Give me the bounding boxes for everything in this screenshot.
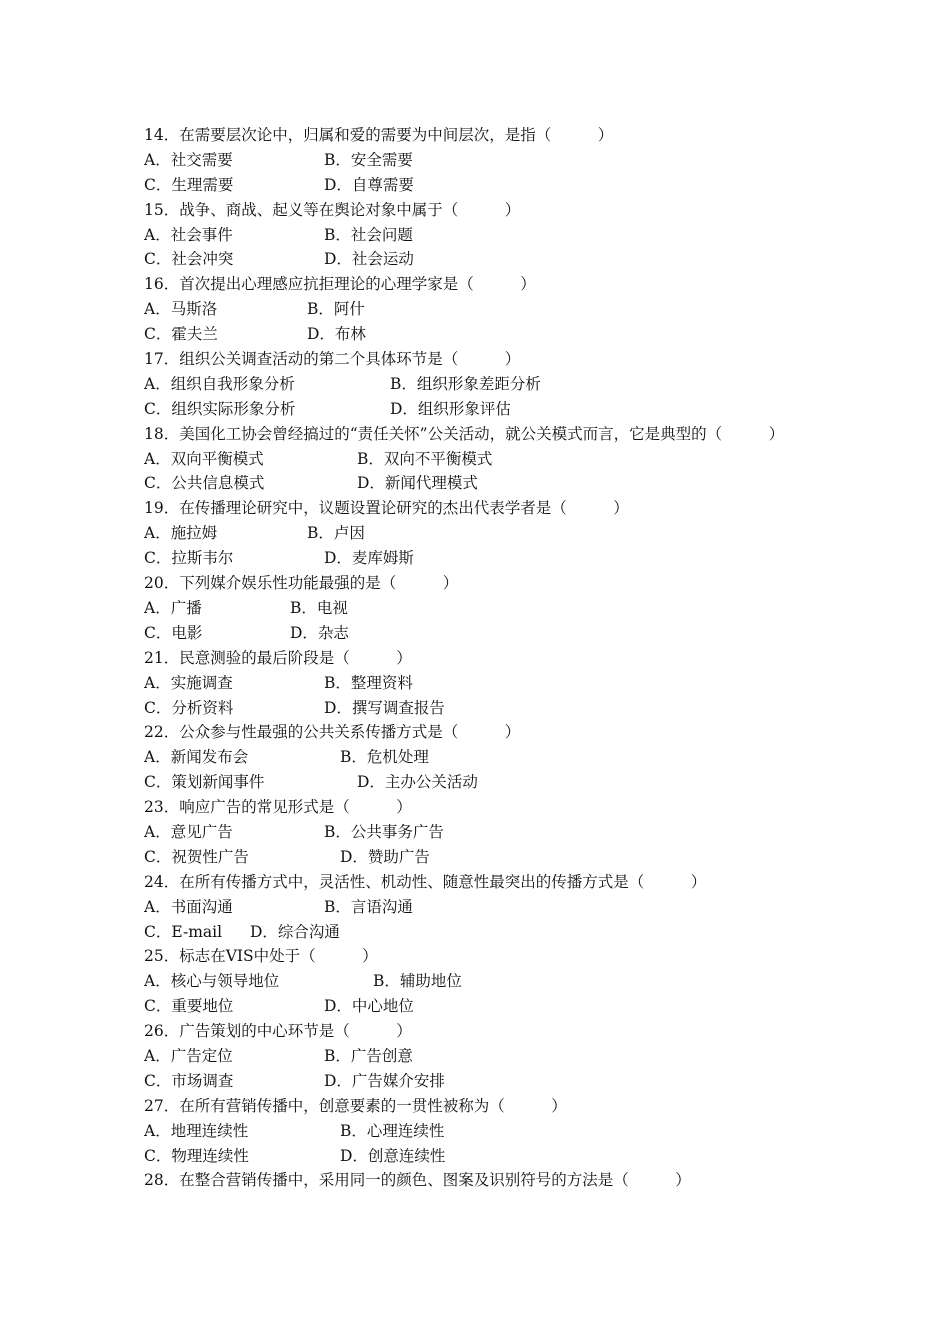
option-d: D．主办公关活动 (357, 773, 478, 792)
option-row (144, 397, 814, 422)
question-stem: 21．民意测验的最后阶段是（ ） (144, 648, 412, 667)
option-d: D．组织形象评估 (390, 399, 511, 418)
option-c: C．策划新闻事件 (144, 773, 265, 792)
exam-page (144, 123, 814, 1193)
option-c: C．拉斯韦尔 (144, 549, 234, 568)
option-c: C．分析资料 (144, 698, 234, 717)
option-a: A．社会事件 (144, 225, 233, 244)
option-row (144, 671, 814, 696)
option-row (144, 895, 814, 920)
option-b: B．卢因 (307, 524, 365, 543)
option-row (144, 447, 814, 472)
option-a: A．意见广告 (144, 822, 233, 841)
option-d: D．广告媒介安排 (324, 1071, 445, 1090)
question-stem: 20．下列媒介娱乐性功能最强的是（ ） (144, 574, 459, 593)
question-stem: 24．在所有传播方式中，灵活性、机动性、随意性最突出的传播方式是（ ） (144, 872, 707, 891)
option-row (144, 845, 814, 870)
option-row (144, 1144, 814, 1169)
option-d: D．麦库姆斯 (324, 549, 414, 568)
option-row (144, 546, 814, 571)
option-row (144, 1044, 814, 1069)
option-b: B．电视 (290, 598, 348, 617)
option-c: C．电影 (144, 623, 203, 642)
option-b: B．整理资料 (324, 673, 413, 692)
option-c: C．物理连续性 (144, 1146, 249, 1165)
option-c: C．生理需要 (144, 175, 234, 194)
option-row (144, 745, 814, 770)
option-d: D．撰写调查报告 (324, 698, 445, 717)
option-d: D．中心地位 (324, 997, 414, 1016)
option-row (144, 322, 814, 347)
option-d: D．自尊需要 (324, 175, 414, 194)
option-row (144, 820, 814, 845)
option-row (144, 920, 814, 945)
option-d: D．新闻代理模式 (357, 474, 478, 493)
option-row (144, 372, 814, 397)
option-c: C．社会冲突 (144, 250, 234, 269)
question-stem: 14．在需要层次论中，归属和爱的需要为中间层次，是指（ ） (144, 126, 614, 144)
question-stem: 26．广告策划的中心环节是（ ） (144, 1022, 412, 1041)
option-row (144, 297, 814, 322)
option-row (144, 1069, 814, 1094)
question-stem: 17．组织公关调查活动的第二个具体环节是（ ） (144, 350, 521, 369)
option-d: D．杂志 (290, 623, 349, 642)
option-row (144, 696, 814, 721)
option-b: B．双向不平衡模式 (357, 449, 493, 468)
question-stem: 27．在所有营销传播中，创意要素的一贯性被称为（ ） (144, 1096, 567, 1115)
option-c: C．组织实际形象分析 (144, 399, 296, 418)
question-stem: 19．在传播理论研究中，议题设置论研究的杰出代表学者是（ ） (144, 499, 629, 518)
option-row (144, 223, 814, 248)
option-c: C．祝贺性广告 (144, 847, 249, 866)
option-a: A．施拉姆 (144, 524, 218, 543)
option-row (144, 596, 814, 621)
option-b: B．阿什 (307, 300, 365, 319)
question-stem: 28．在整合营销传播中，采用同一的颜色、图案及识别符号的方法是（ ） (144, 1171, 691, 1190)
option-a: A．组织自我形象分析 (144, 374, 295, 393)
question-stem: 23．响应广告的常见形式是（ ） (144, 798, 412, 817)
question-stem: 18．美国化工协会曾经搞过的“责任关怀”公关活动，就公关模式而言，它是典型的（ ） (144, 424, 785, 443)
option-d: D．布林 (307, 325, 366, 344)
option-row (144, 521, 814, 546)
option-row (144, 247, 814, 272)
option-a: A．广播 (144, 598, 202, 617)
option-c: C．霍夫兰 (144, 325, 218, 344)
question-stem: 15．战争、商战、起义等在舆论对象中属于（ ） (144, 200, 521, 219)
option-row (144, 770, 814, 795)
option-c: C．E-mail (144, 922, 223, 941)
option-a: A．书面沟通 (144, 897, 233, 916)
question-stem: 25．标志在VIS中处于（ ） (144, 947, 378, 966)
option-b: B．辅助地位 (373, 972, 462, 991)
option-row (144, 148, 814, 173)
option-row (144, 1119, 814, 1144)
option-b: B．危机处理 (340, 748, 429, 767)
option-a: A．地理连续性 (144, 1121, 249, 1140)
option-b: B．安全需要 (324, 150, 413, 169)
option-b: B．广告创意 (324, 1046, 413, 1065)
option-b: B．言语沟通 (324, 897, 413, 916)
option-b: B．公共事务广告 (324, 822, 444, 841)
option-b: B．社会问题 (324, 225, 413, 244)
option-a: A．广告定位 (144, 1046, 233, 1065)
option-d: D．综合沟通 (250, 922, 340, 941)
question-stem: 16．首次提出心理感应抗拒理论的心理学家是（ ） (144, 275, 536, 294)
option-d: D．赞助广告 (340, 847, 430, 866)
question-stem: 22．公众参与性最强的公共关系传播方式是（ ） (144, 723, 521, 742)
option-b: B．组织形象差距分析 (390, 374, 541, 393)
option-row (144, 621, 814, 646)
option-row (144, 471, 814, 496)
option-d: D．创意连续性 (340, 1146, 446, 1165)
option-c: C．公共信息模式 (144, 474, 265, 493)
option-row (144, 969, 814, 994)
option-a: A．核心与领导地位 (144, 972, 280, 991)
option-d: D．社会运动 (324, 250, 414, 269)
option-b: B．心理连续性 (340, 1121, 445, 1140)
option-row (144, 994, 814, 1019)
option-a: A．社交需要 (144, 150, 233, 169)
option-row (144, 173, 814, 198)
option-c: C．市场调查 (144, 1071, 234, 1090)
option-a: A．马斯洛 (144, 300, 218, 319)
option-c: C．重要地位 (144, 997, 234, 1016)
option-a: A．新闻发布会 (144, 748, 249, 767)
option-a: A．实施调查 (144, 673, 233, 692)
option-a: A．双向平衡模式 (144, 449, 264, 468)
